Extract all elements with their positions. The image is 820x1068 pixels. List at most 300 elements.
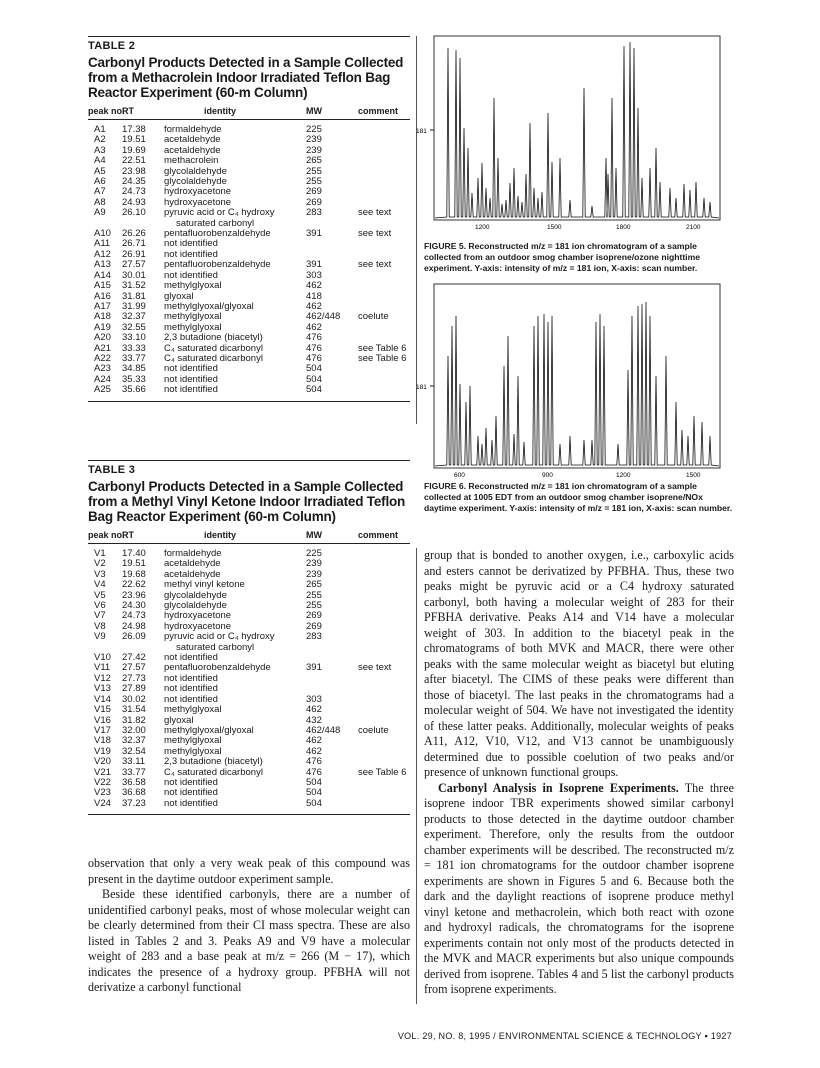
cell-peak: V7 <box>94 610 106 622</box>
cell-identity: hydroxyacetone <box>164 186 232 198</box>
cell-mw: 225 <box>306 124 322 135</box>
header-rt: RT <box>122 530 134 540</box>
cell-peak: A19 <box>94 321 111 333</box>
cell-comment <box>358 632 410 642</box>
cell-identity: not identified <box>164 776 218 788</box>
cell-comment: see Table 6 <box>358 766 407 778</box>
cell-comment <box>358 674 410 684</box>
cell-mw: 462 <box>306 321 322 333</box>
cell-comment <box>358 167 410 177</box>
header-peak: peak no. <box>88 106 125 116</box>
cell-peak: A17 <box>94 300 111 312</box>
table-row <box>88 281 410 291</box>
cell-identity: methylglyoxal <box>164 745 222 757</box>
cell-identity: C₄ saturated dicarbonyl <box>164 342 263 354</box>
cell-peak: V5 <box>94 589 106 601</box>
paragraph: group that is bonded to another oxygen, i.e., carboxylic acids and esters cannot be derivatized by PFBHA. Thus, these two peaks might be pyruvic acid or a C4 hydroxy saturated carbonyl, both having a molecular weight of 283 for their PFBHA derivative. Peaks A14 and V14 have a molecular weight of 303. In addition to the biacetyl peak in the chromatograms of both MVK and MACR, there were other peaks with the same molecular weight as biacetyl but eluting after biacetyl. The CIMS of these peaks were different than those of biacetyl. The last peaks in the chromatograms had a molecular weight of 504. We have not investigated the identity of these latter peaks. Additionally, molecular weights of peaks A11, A12, V10, V12, and V13 cannot be unambiguously determined due to possible coelution of two peaks and/or presence of unknown functional groups. <box>424 548 734 779</box>
cell-peak: V18 <box>94 735 111 747</box>
cell-comment <box>358 177 410 187</box>
cell-mw: 283 <box>306 207 322 219</box>
cell-rt: 24.98 <box>122 620 146 632</box>
cell-rt: 19.51 <box>122 558 146 570</box>
cell-rt: 31.99 <box>122 300 146 312</box>
cell-comment <box>358 757 410 767</box>
cell-mw <box>306 239 358 249</box>
cell-rt: 35.33 <box>122 373 146 385</box>
cell-identity: glyoxal <box>164 714 194 726</box>
cell-identity: not identified <box>164 363 218 375</box>
cell-rt: 19.68 <box>122 568 146 580</box>
cell-peak: V11 <box>94 662 111 674</box>
cell-comment <box>358 788 410 798</box>
header-mw: MW <box>306 530 322 540</box>
cell-comment <box>358 684 410 694</box>
cell-identity: pentafluorobenzaldehyde <box>164 228 271 240</box>
cell-identity: methylglyoxal <box>164 735 222 747</box>
cell-identity: formaldehyde <box>164 548 222 559</box>
cell-identity: not identified <box>164 373 218 385</box>
cell-comment <box>358 622 410 632</box>
figure-6-caption: FIGURE 6. Reconstructed m/z = 181 ion chromatogram of a sample collected at 1005 EDT from an outdoor smog chamber isoprene/NOx daytime experiment. Y-axis: intensity of m/z = 181 ion, X-axis: scan number. <box>424 481 733 513</box>
cell-identity: methylglyoxal <box>164 704 222 716</box>
cell-peak: V21 <box>94 766 111 778</box>
cell-mw: 504 <box>306 363 322 375</box>
x-tick-label: 1500 <box>547 224 562 231</box>
cell-mw: 239 <box>306 144 322 156</box>
cell-peak: A16 <box>94 290 111 302</box>
cell-identity: methyl vinyl ketone <box>164 579 245 591</box>
x-tick-label: 1800 <box>616 224 631 231</box>
table-body <box>88 125 410 396</box>
cell-identity: not identified <box>164 384 218 396</box>
cell-comment <box>358 323 410 333</box>
cell-peak: A5 <box>94 165 106 177</box>
cell-mw: 476 <box>306 352 322 364</box>
cell-comment <box>358 736 410 746</box>
cell-comment: see text <box>358 207 392 219</box>
cell-peak: V24 <box>94 797 111 809</box>
cell-mw: 504 <box>306 776 322 788</box>
cell-mw: 462/448 <box>306 724 341 736</box>
cell-identity: glycolaldehyde <box>164 176 227 188</box>
cell-comment <box>358 601 410 611</box>
cell-identity: not identified <box>164 787 218 799</box>
cell-identity: methylglyoxal/glyoxal <box>164 724 254 736</box>
cell-rt: 26.09 <box>122 631 146 643</box>
cell-comment <box>358 271 410 281</box>
paragraph: Beside these identified carbonyls, there are a number of unidentified carbonyl peaks, most of whose molecular weight can be clearly determined from their CI mass spectra. These are also listed in Tables 2 and 3. Peaks A9 and V9 have a molecular weight of 283 and a base peak at m/z = 266 (M − 17), which indicates the presence of a hydroxy group. PFBHA will not derivatize a carbonyl functional <box>88 887 410 994</box>
cell-identity: pyruvic acid or C₄ hydroxy <box>164 631 275 643</box>
table-3 <box>88 460 410 815</box>
trace-line <box>435 42 719 218</box>
cell-peak: V15 <box>94 704 111 716</box>
cell-mw <box>318 643 370 653</box>
cell-rt: 30.02 <box>122 693 146 705</box>
cell-identity: methylglyoxal <box>164 321 222 333</box>
cell-rt: 24.73 <box>122 186 146 198</box>
cell-mw: 476 <box>306 756 322 768</box>
cell-rt: 19.51 <box>122 134 146 146</box>
cell-identity: C₄ saturated dicarbonyl <box>164 352 263 364</box>
header-peak: peak no. <box>88 530 125 540</box>
cell-identity: formaldehyde <box>164 124 222 135</box>
cell-comment <box>358 146 410 156</box>
x-tick-label: 1200 <box>616 472 631 479</box>
cell-rt: 33.77 <box>122 352 146 364</box>
x-tick-label: 1500 <box>686 472 701 479</box>
cell-peak: A13 <box>94 259 111 271</box>
cell-mw: 239 <box>306 134 322 146</box>
table-rule <box>88 36 410 37</box>
table-end-rule <box>88 401 410 402</box>
cell-peak: A18 <box>94 311 111 323</box>
table-row <box>88 385 410 395</box>
cell-comment <box>358 135 410 145</box>
cell-mw: 283 <box>306 631 322 643</box>
cell-identity: methacrolein <box>164 155 219 167</box>
cell-peak: V14 <box>94 693 111 705</box>
cell-rt: 27.57 <box>122 662 146 674</box>
cell-mw: 418 <box>306 290 322 302</box>
cell-rt: 36.58 <box>122 776 146 788</box>
chromatogram-trace <box>435 42 719 218</box>
paragraph: observation that only a very weak peak of this compound was present in the daytime outdoor experiment sample. <box>88 856 410 886</box>
cell-peak: V13 <box>94 683 111 695</box>
cell-rt: 22.62 <box>122 579 146 591</box>
cell-comment <box>358 695 410 705</box>
cell-mw: 391 <box>306 228 322 240</box>
cell-mw: 265 <box>306 155 322 167</box>
table-row <box>88 799 410 809</box>
cell-rt: 19.69 <box>122 144 146 156</box>
table-header <box>88 530 410 544</box>
cell-comment <box>358 364 410 374</box>
cell-rt: 27.42 <box>122 652 146 664</box>
cell-identity: not identified <box>164 269 218 281</box>
cell-identity: acetaldehyde <box>164 144 221 156</box>
cell-peak: A10 <box>94 228 111 240</box>
cell-mw: 462 <box>306 300 322 312</box>
cell-identity: not identified <box>164 238 218 250</box>
cell-comment <box>358 570 410 580</box>
cell-comment <box>358 591 410 601</box>
cell-peak: A3 <box>94 144 106 156</box>
cell-peak: V23 <box>94 787 111 799</box>
cell-mw: 265 <box>306 579 322 591</box>
cell-comment <box>370 643 410 653</box>
cell-comment <box>358 778 410 788</box>
cell-rt: 26.91 <box>122 248 146 260</box>
header-identity: identity <box>204 530 237 540</box>
figure-5-caption: FIGURE 5. Reconstructed m/z = 181 ion chromatogram of a sample collected from an outdoor smog chamber isoprene/ozone nighttime experiment. Y-axis: intensity of m/z = 181 ion, X-axis: scan number. <box>424 241 700 273</box>
table-end-rule <box>88 814 410 815</box>
cell-comment <box>358 747 410 757</box>
cell-mw: 303 <box>306 269 322 281</box>
cell-mw: 239 <box>306 568 322 580</box>
cell-identity: C₄ saturated dicarbonyl <box>164 766 263 778</box>
cell-identity: acetaldehyde <box>164 568 221 580</box>
cell-rt: 37.23 <box>122 797 146 809</box>
cell-comment: coelute <box>358 311 389 323</box>
cell-comment <box>358 281 410 291</box>
cell-rt: 31.54 <box>122 704 146 716</box>
table-row <box>88 757 410 767</box>
header-comment: comment <box>358 530 399 540</box>
left-column-text <box>88 856 410 996</box>
cell-identity: glycolaldehyde <box>164 165 227 177</box>
cell-rt: 32.37 <box>122 735 146 747</box>
cell-comment: see Table 6 <box>358 352 407 364</box>
cell-peak: A15 <box>94 280 111 292</box>
cell-peak: A6 <box>94 176 106 188</box>
y-tick-label: 181 <box>416 384 427 391</box>
x-tick-label: 900 <box>542 472 553 479</box>
x-tick-label: 600 <box>454 472 465 479</box>
cell-peak: A20 <box>94 332 111 344</box>
cell-rt: 32.37 <box>122 311 146 323</box>
cell-comment <box>358 799 410 809</box>
cell-identity: not identified <box>164 248 218 260</box>
cell-peak: A23 <box>94 363 111 375</box>
cell-identity: acetaldehyde <box>164 134 221 146</box>
cell-identity: glyoxal <box>164 290 194 302</box>
cell-identity: not identified <box>164 797 218 809</box>
header-mw: MW <box>306 106 322 116</box>
cell-identity: not identified <box>164 652 218 664</box>
table-row <box>88 705 410 715</box>
header-comment: comment <box>358 106 399 116</box>
cell-rt: 26.10 <box>122 207 146 219</box>
cell-comment <box>358 187 410 197</box>
header-rt: RT <box>122 106 134 116</box>
cell-rt: 31.52 <box>122 280 146 292</box>
cell-rt: 23.96 <box>122 589 146 601</box>
header-identity: identity <box>204 106 237 116</box>
cell-comment: see text <box>358 259 392 271</box>
cell-identity: not identified <box>164 672 218 684</box>
cell-identity: acetaldehyde <box>164 558 221 570</box>
paragraph-body: The three isoprene indoor TBR experiments showed similar carbonyl products to those detected in the daytime outdoor chamber experiment. Therefore, only the results from the outdoor chamber experiments will be described. The reconstructed m/z = 181 ion chromatograms for the outdoor chamber isoprene experiments are shown in Figures 5 and 6. Because both the dark and the daylight reactions of isoprene produce methyl vinyl ketone and methacrolein, which both react with ozone and hydroxyl radicals, the chromatograms for the isoprene experiments contain not only most of the products detected in the MVK and MACR experiments but also unique compounds derived from isoprene. Tables 4 and 5 list the carbonyl products from isoprene experiments. <box>424 780 734 996</box>
cell-mw: 239 <box>306 558 322 570</box>
cell-rt: 36.68 <box>122 787 146 799</box>
cell-peak: A1 <box>94 124 106 135</box>
cell-mw: 255 <box>306 600 322 612</box>
cell-mw: 391 <box>306 662 322 674</box>
page-footer: VOL. 29, NO. 8, 1995 / ENVIRONMENTAL SCIENCE & TECHNOLOGY ▪ 1927 <box>397 1031 732 1041</box>
cell-mw: 269 <box>306 620 322 632</box>
cell-comment <box>358 580 410 590</box>
cell-peak: A11 <box>94 238 111 250</box>
table-body <box>88 549 410 809</box>
column-divider <box>416 548 417 1004</box>
figure-5-chromatogram <box>416 30 732 242</box>
cell-comment <box>358 705 410 715</box>
cell-rt: 17.40 <box>122 548 146 559</box>
cell-mw: 462 <box>306 735 322 747</box>
cell-comment <box>358 611 410 621</box>
chromatogram-trace <box>435 302 719 466</box>
cell-rt: 24.35 <box>122 176 146 188</box>
cell-peak: V8 <box>94 620 106 632</box>
cell-rt: 26.26 <box>122 228 146 240</box>
column-divider <box>416 36 417 424</box>
cell-peak: A25 <box>94 384 111 396</box>
cell-peak: V9 <box>94 631 106 643</box>
cell-identity: not identified <box>164 683 218 695</box>
section-run-in-head: Carbonyl Analysis in Isoprene Experiments. <box>438 780 679 795</box>
cell-rt: 27.57 <box>122 259 146 271</box>
cell-comment <box>358 559 410 569</box>
cell-comment <box>358 239 410 249</box>
plot-frame <box>434 36 720 220</box>
cell-mw: 504 <box>306 373 322 385</box>
table-title: Carbonyl Products Detected in a Sample Collected from a Methyl Vinyl Ketone Indoor Irradiated Teflon Bag Reactor Experiment (60-m Column) <box>88 479 406 524</box>
cell-rt: 23.98 <box>122 165 146 177</box>
cell-rt: 31.81 <box>122 290 146 302</box>
cell-rt: 32.55 <box>122 321 146 333</box>
cell-mw: 255 <box>306 165 322 177</box>
cell-peak: V10 <box>94 652 111 664</box>
cell-peak: V4 <box>94 579 106 591</box>
cell-comment <box>358 156 410 166</box>
cell-comment: see Table 6 <box>358 342 407 354</box>
cell-identity: glycolaldehyde <box>164 600 227 612</box>
cell-mw: 269 <box>306 186 322 198</box>
cell-rt: 31.82 <box>122 714 146 726</box>
table-label: TABLE 3 <box>88 464 136 476</box>
cell-comment <box>358 333 410 343</box>
cell-peak: V12 <box>94 672 111 684</box>
cell-peak: V16 <box>94 714 111 726</box>
cell-identity: pyruvic acid or C₄ hydroxy <box>164 207 275 219</box>
cell-rt: 33.11 <box>122 756 146 768</box>
x-tick-label: 1200 <box>475 224 490 231</box>
cell-identity: hydroxyacetone <box>164 620 232 632</box>
cell-rt: 32.00 <box>122 724 146 736</box>
cell-mw: 504 <box>306 797 322 809</box>
cell-identity: pentafluorobenzaldehyde <box>164 662 271 674</box>
cell-rt: 24.93 <box>122 196 146 208</box>
table-2 <box>88 36 410 402</box>
cell-identity: hydroxyacetone <box>164 196 232 208</box>
cell-peak: A7 <box>94 186 106 198</box>
table-header <box>88 106 410 120</box>
cell-identity: methylglyoxal/glyoxal <box>164 300 254 312</box>
cell-identity: saturated carbonyl <box>176 217 255 229</box>
cell-rt: 17.38 <box>122 124 146 135</box>
cell-peak: V6 <box>94 600 106 612</box>
cell-peak: A9 <box>94 207 106 219</box>
cell-identity: glycolaldehyde <box>164 589 227 601</box>
cell-peak: A24 <box>94 373 111 385</box>
cell-peak: A8 <box>94 196 106 208</box>
cell-comment <box>358 125 410 135</box>
cell-identity: 2,3 butadione (biacetyl) <box>164 332 263 344</box>
cell-identity: saturated carbonyl <box>176 641 255 653</box>
cell-mw: 462 <box>306 745 322 757</box>
cell-mw: 504 <box>306 787 322 799</box>
table-label: TABLE 2 <box>88 40 136 52</box>
cell-peak: A2 <box>94 134 106 146</box>
cell-comment: see text <box>358 662 392 674</box>
cell-comment <box>358 375 410 385</box>
cell-mw: 303 <box>306 693 322 705</box>
cell-peak: A22 <box>94 352 111 364</box>
cell-mw <box>306 674 358 684</box>
cell-rt: 26.71 <box>122 238 146 250</box>
right-column-text <box>424 548 734 998</box>
cell-rt: 27.73 <box>122 672 146 684</box>
cell-mw: 255 <box>306 589 322 601</box>
cell-comment: coelute <box>358 724 389 736</box>
cell-peak: V17 <box>94 724 111 736</box>
cell-mw: 391 <box>306 259 322 271</box>
cell-identity: hydroxyacetone <box>164 610 232 622</box>
cell-rt: 35.66 <box>122 384 146 396</box>
trace-line <box>435 302 719 466</box>
cell-peak: V19 <box>94 745 111 757</box>
cell-mw: 269 <box>306 610 322 622</box>
cell-identity: pentafluorobenzaldehyde <box>164 259 271 271</box>
figure-6-chromatogram <box>416 282 732 482</box>
cell-mw: 462 <box>306 280 322 292</box>
cell-comment <box>358 292 410 302</box>
cell-rt: 33.77 <box>122 766 146 778</box>
cell-mw: 476 <box>306 332 322 344</box>
cell-peak: V20 <box>94 756 111 768</box>
cell-rt: 24.30 <box>122 600 146 612</box>
cell-mw: 269 <box>306 196 322 208</box>
cell-mw: 504 <box>306 384 322 396</box>
cell-rt: 32.54 <box>122 745 146 757</box>
table-rule <box>88 460 410 461</box>
y-tick-label: 181 <box>416 128 427 135</box>
cell-identity: 2,3 butadione (biacetyl) <box>164 756 263 768</box>
cell-comment: see text <box>358 228 392 240</box>
cell-rt: 30.01 <box>122 269 146 281</box>
cell-comment <box>358 385 410 395</box>
cell-rt: 27.89 <box>122 683 146 695</box>
cell-rt: 33.10 <box>122 332 146 344</box>
cell-peak: A12 <box>94 248 111 260</box>
cell-mw: 476 <box>306 342 322 354</box>
paragraph <box>424 781 734 998</box>
table-row <box>88 333 410 343</box>
cell-mw: 432 <box>306 714 322 726</box>
cell-rt: 33.33 <box>122 342 146 354</box>
cell-identity: methylglyoxal <box>164 311 222 323</box>
cell-peak: V1 <box>94 548 106 559</box>
cell-peak: V22 <box>94 776 111 788</box>
cell-peak: V2 <box>94 558 106 570</box>
cell-comment <box>358 549 410 559</box>
cell-mw: 255 <box>306 176 322 188</box>
cell-identity: not identified <box>164 693 218 705</box>
cell-peak: A4 <box>94 155 106 167</box>
cell-identity: methylglyoxal <box>164 280 222 292</box>
cell-mw: 476 <box>306 766 322 778</box>
cell-rt: 34.85 <box>122 363 146 375</box>
x-tick-label: 2100 <box>686 224 701 231</box>
cell-mw: 225 <box>306 548 322 559</box>
cell-rt: 24.73 <box>122 610 146 622</box>
cell-mw: 462 <box>306 704 322 716</box>
cell-peak: V3 <box>94 568 106 580</box>
cell-peak: A14 <box>94 269 111 281</box>
table-title: Carbonyl Products Detected in a Sample Collected from a Methacrolein Indoor Irradiated Teflon Bag Reactor Experiment (60-m Column) <box>88 55 404 100</box>
cell-rt: 22.51 <box>122 155 146 167</box>
cell-peak: A21 <box>94 342 111 354</box>
